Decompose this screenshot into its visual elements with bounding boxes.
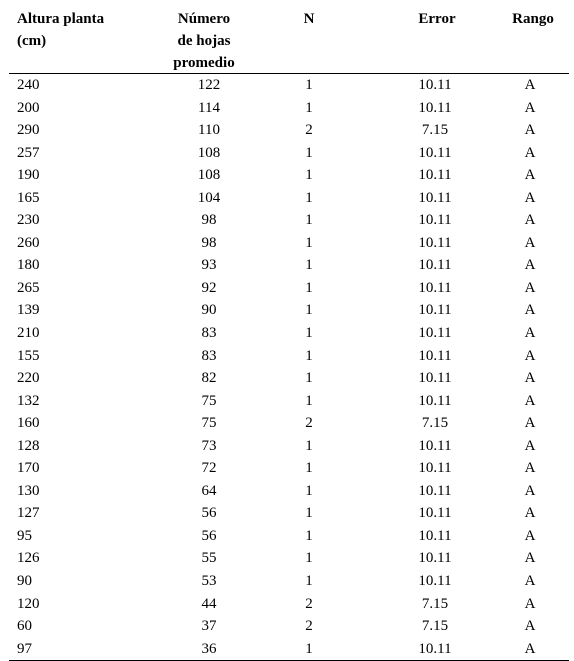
n-cell: 2: [305, 595, 313, 612]
error-cell: 10.11: [418, 482, 452, 499]
rango-cell: A: [524, 234, 536, 251]
hojas-cell: 110: [198, 122, 220, 139]
hojas-cell: 36: [201, 640, 217, 657]
rango-cell: A: [524, 505, 536, 522]
hojas-cell: 108: [197, 167, 221, 184]
n-cell: 1: [305, 189, 313, 206]
error-cell: 10.11: [418, 640, 452, 657]
hojas-cell: 98: [201, 234, 217, 251]
table-row: [9, 209, 569, 232]
table-row: [9, 525, 569, 548]
n-cell: 2: [305, 122, 313, 139]
rango-cell: A: [524, 415, 536, 432]
n-cell: 1: [305, 482, 313, 499]
altura-cell: 170: [17, 460, 40, 477]
n-cell: 1: [305, 437, 313, 454]
table-row: [9, 345, 569, 368]
hojas-cell: 108: [197, 144, 221, 161]
altura-cell: 155: [17, 347, 40, 364]
hojas-cell: 37: [201, 618, 217, 635]
error-cell: 10.11: [418, 347, 452, 364]
rango-cell: A: [524, 122, 536, 139]
rango-cell: A: [524, 640, 536, 657]
table-row: [9, 435, 569, 458]
n-cell: 1: [305, 460, 313, 477]
altura-cell: 165: [17, 189, 40, 206]
altura-cell: 60: [17, 618, 32, 635]
table-row: [9, 97, 569, 120]
rango-cell: A: [524, 189, 536, 206]
table-row: [9, 277, 569, 300]
rango-cell: A: [524, 392, 536, 409]
altura-cell: 132: [17, 392, 40, 409]
error-cell: 10.11: [418, 573, 452, 590]
n-cell: 1: [305, 77, 313, 93]
hojas-cell: 56: [201, 505, 217, 522]
n-cell: 1: [305, 392, 313, 409]
n-cell: 1: [305, 302, 313, 319]
table-row: [9, 480, 569, 503]
altura-cell: 290: [17, 122, 40, 139]
table-header: [9, 4, 569, 74]
altura-cell: 120: [17, 595, 40, 612]
hojas-cell: 55: [201, 550, 217, 567]
n-cell: 1: [305, 257, 313, 274]
altura-cell: 180: [17, 257, 40, 274]
table-row: [9, 593, 569, 616]
table-row: [9, 367, 569, 390]
table-body: [9, 74, 569, 660]
n-cell: 1: [305, 99, 313, 116]
header-n: N: [303, 11, 315, 27]
table-row: [9, 119, 569, 142]
n-cell: 1: [305, 640, 313, 657]
rango-cell: A: [524, 527, 536, 544]
altura-cell: 130: [17, 482, 40, 499]
altura-cell: 90: [17, 573, 32, 590]
table-row: [9, 187, 569, 210]
table-row: [9, 615, 569, 638]
rango-cell: A: [524, 325, 536, 342]
altura-cell: 220: [17, 370, 40, 387]
rango-cell: A: [524, 77, 536, 93]
table-row: [9, 164, 569, 187]
rango-cell: A: [524, 437, 536, 454]
altura-cell: 200: [17, 99, 40, 116]
table-row: [9, 638, 569, 661]
hojas-cell: 53: [201, 573, 217, 590]
altura-cell: 240: [17, 77, 40, 93]
n-cell: 1: [305, 573, 313, 590]
rango-cell: A: [524, 279, 536, 296]
n-cell: 1: [305, 505, 313, 522]
hojas-cell: 72: [201, 460, 217, 477]
altura-cell: 139: [17, 302, 40, 319]
header-numero-hojas: Número de hojas promedio: [173, 11, 235, 71]
n-cell: 2: [305, 618, 313, 635]
error-cell: 10.11: [418, 189, 452, 206]
hojas-cell: 114: [198, 99, 220, 116]
table-row: [9, 570, 569, 593]
hojas-cell: 75: [201, 392, 217, 409]
rango-cell: A: [524, 347, 536, 364]
rango-cell: A: [524, 212, 536, 229]
hojas-cell: 64: [201, 482, 217, 499]
error-cell: 10.11: [418, 550, 452, 567]
header-altura-planta: Altura planta (cm): [17, 11, 105, 49]
hojas-cell: 83: [201, 325, 217, 342]
n-cell: 1: [305, 550, 313, 567]
n-cell: 1: [305, 212, 313, 229]
rango-cell: A: [524, 618, 536, 635]
error-cell: 10.11: [418, 505, 452, 522]
rango-cell: A: [524, 167, 536, 184]
altura-cell: 257: [17, 144, 40, 161]
rango-cell: A: [524, 482, 536, 499]
error-cell: 10.11: [418, 257, 452, 274]
error-cell: 7.15: [421, 618, 449, 635]
table-row: [9, 547, 569, 570]
error-cell: 10.11: [418, 99, 452, 116]
error-cell: 10.11: [418, 279, 452, 296]
table-row: [9, 322, 569, 345]
error-cell: 10.11: [418, 437, 452, 454]
hojas-cell: 98: [201, 212, 217, 229]
table-row: [9, 299, 569, 322]
altura-cell: 128: [17, 437, 40, 454]
error-cell: 10.11: [418, 325, 452, 342]
rango-cell: A: [524, 595, 536, 612]
header-error: Error: [418, 11, 456, 27]
rango-cell: A: [524, 302, 536, 319]
n-cell: 2: [305, 415, 313, 432]
rango-cell: A: [524, 550, 536, 567]
error-cell: 10.11: [418, 392, 452, 409]
n-cell: 1: [305, 325, 313, 342]
altura-cell: 230: [17, 212, 40, 229]
error-cell: 10.11: [418, 527, 452, 544]
table-row: [9, 412, 569, 435]
altura-cell: 97: [17, 640, 32, 657]
table-row: [9, 457, 569, 480]
table-row: [9, 502, 569, 525]
error-cell: 10.11: [418, 167, 452, 184]
altura-cell: 190: [17, 167, 40, 184]
altura-cell: 210: [17, 325, 40, 342]
hojas-cell: 44: [201, 595, 217, 612]
altura-cell: 265: [17, 279, 40, 296]
altura-cell: 160: [17, 415, 40, 432]
table-row: [9, 254, 569, 277]
n-cell: 1: [305, 527, 313, 544]
n-cell: 1: [305, 144, 313, 161]
rango-cell: A: [524, 573, 536, 590]
error-cell: 10.11: [418, 460, 452, 477]
error-cell: 10.11: [418, 302, 452, 319]
hojas-cell: 90: [201, 302, 217, 319]
hojas-cell: 73: [201, 437, 217, 454]
error-cell: 7.15: [421, 595, 449, 612]
rango-cell: A: [524, 460, 536, 477]
error-cell: 10.11: [418, 77, 452, 93]
n-cell: 1: [305, 347, 313, 364]
rango-cell: A: [524, 370, 536, 387]
data-table: [9, 4, 569, 661]
hojas-cell: 82: [201, 370, 217, 387]
table-row: [9, 390, 569, 413]
hojas-cell: 56: [201, 527, 217, 544]
hojas-cell: 104: [197, 189, 221, 206]
error-cell: 10.11: [418, 370, 452, 387]
rango-cell: A: [524, 99, 536, 116]
table-row: [9, 142, 569, 165]
error-cell: 7.15: [421, 122, 449, 139]
altura-cell: 95: [17, 527, 32, 544]
rango-cell: A: [524, 144, 536, 161]
table-row: [9, 232, 569, 255]
hojas-cell: 122: [197, 77, 221, 93]
table-row: [9, 74, 569, 97]
error-cell: 10.11: [418, 234, 452, 251]
hojas-cell: 75: [201, 415, 217, 432]
error-cell: 10.11: [418, 144, 452, 161]
n-cell: 1: [305, 167, 313, 184]
header-rango: Rango: [512, 11, 554, 27]
rango-cell: A: [524, 257, 536, 274]
hojas-cell: 83: [201, 347, 217, 364]
altura-cell: 127: [17, 505, 40, 522]
altura-cell: 126: [17, 550, 40, 567]
hojas-cell: 93: [201, 257, 217, 274]
n-cell: 1: [305, 234, 313, 251]
n-cell: 1: [305, 370, 313, 387]
error-cell: 10.11: [418, 212, 452, 229]
n-cell: 1: [305, 279, 313, 296]
altura-cell: 260: [17, 234, 40, 251]
hojas-cell: 92: [201, 279, 217, 296]
error-cell: 7.15: [421, 415, 449, 432]
